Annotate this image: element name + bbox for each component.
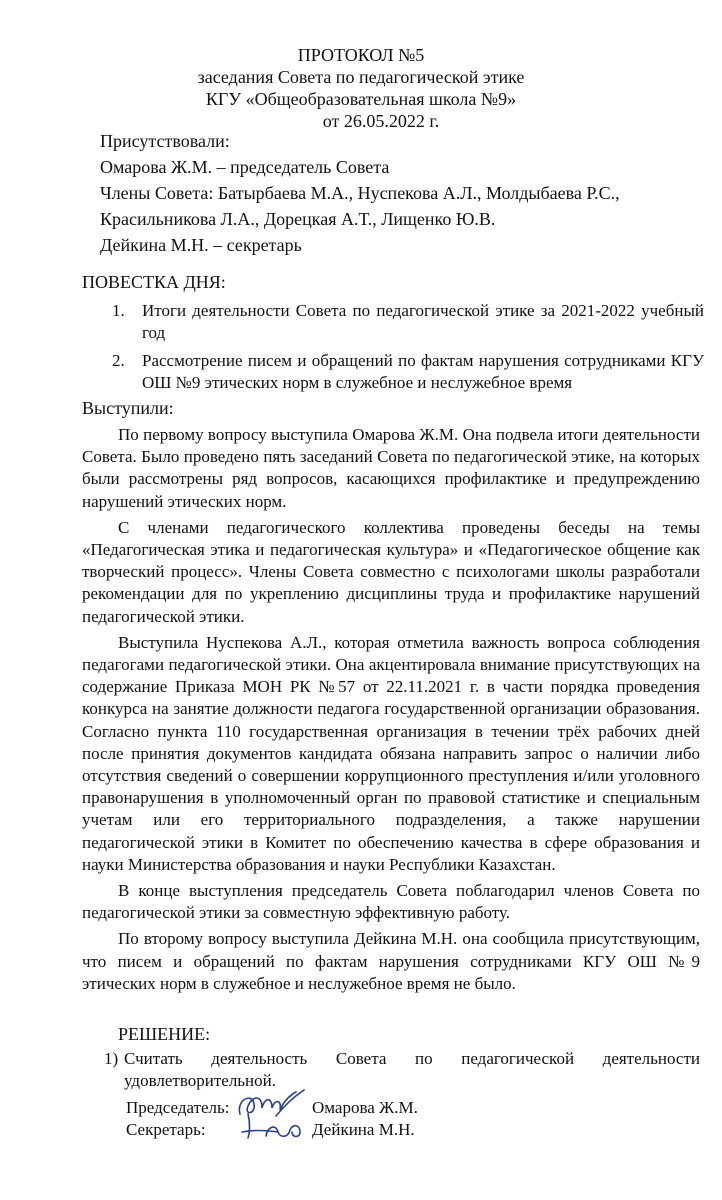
decision-title: РЕШЕНИЕ: bbox=[118, 1024, 211, 1044]
secretary-signature-icon bbox=[238, 1108, 314, 1144]
protocol-body bbox=[82, 424, 700, 999]
decision-item-number: 1) bbox=[104, 1049, 119, 1068]
school-name: КГУ «Общеобразовательная школа №9» bbox=[205, 89, 517, 109]
document-date: от 26.05.2022 г. bbox=[322, 111, 440, 131]
decision-list bbox=[104, 1048, 700, 1092]
agenda-item bbox=[112, 300, 704, 344]
document-title: ПРОТОКОЛ №5 bbox=[297, 45, 425, 65]
speakers-title: Выступили: bbox=[82, 398, 174, 418]
attendees-members-line-1: Члены Совета: Батырбаева М.А., Нуспекова А.Л., Молдыбаева Р.С., bbox=[100, 183, 620, 203]
attendees-label: Присутствовали: bbox=[100, 131, 230, 151]
attendees-section bbox=[100, 128, 700, 258]
document-subtitle: заседания Совета по педагогической этике bbox=[197, 67, 525, 87]
agenda-item-number: 1. bbox=[112, 301, 125, 320]
body-paragraph: Выступила Нуспекова А.Л., которая отметила важность вопроса соблюдения педагогами педагогической этики. Она акцентировала внимание присутствующих на содержание Приказа МОН РК №57 от 22.11.2021 г. в части порядка проведения конкурса на занятие должности педагога государственной организации образования. Согласно пункта 110 государственная организация в течении трёх рабочих дней после принятия документов кандидата обязана направить запрос о наличии либо отсутствия сведений о совершении коррупционного преступления и/или уголовного правонарушения в уполномоченный орган по правовой статистике и специальным учетам или его территориального подразделения, а также нарушении педагогической этики в Комитет по обеспечению качества в сфере образования и науки Министерства образования и науки Республики Казахстан. bbox=[82, 632, 700, 874]
agenda-item-text: Рассмотрение писем и обращений по фактам нарушения сотрудниками КГУ ОШ №9 этических норм в служебное и неслужебное время bbox=[142, 351, 704, 392]
body-paragraph: По первому вопросу выступила Омарова Ж.М. Она подвела итоги деятельности Совета. Было проведено пять заседаний Совета по педагогической этике, на которых были рассмотрены ряд вопросов, касающихся профилактике и предупреждению нарушений этических норм. bbox=[82, 425, 700, 511]
attendees-members-line-2: Красильникова Л.А., Дорецкая А.Т., Лищенко Ю.В. bbox=[100, 209, 496, 229]
body-paragraph: По второму вопросу выступила Дейкина М.Н. она сообщила присутствующим, что писем и обращений по фактам нарушения сотрудниками КГУ ОШ №9 этических норм в служебное и неслужебное время не было. bbox=[82, 929, 700, 993]
agenda-title: ПОВЕСТКА ДНЯ: bbox=[82, 272, 226, 292]
agenda-item-text: Итоги деятельности Совета по педагогической этике за 2021-2022 учебный год bbox=[142, 301, 704, 342]
chair-signature-label: Председатель: bbox=[126, 1098, 230, 1117]
agenda-item-number: 2. bbox=[112, 351, 125, 370]
document-header bbox=[0, 44, 722, 132]
body-paragraph: С членами педагогического коллектива проведены беседы на темы «Педагогическая этика и педагогическая культура» и «Педагогическое общение как творческий процесс». Члены Совета совместно с психологами школы разработали рекомендации для по укреплению дисциплины труда и профилактике нарушений педагогической этики. bbox=[82, 517, 700, 626]
chair-name: Омарова Ж.М. bbox=[312, 1098, 418, 1117]
attendees-secretary: Дейкина М.Н. – секретарь bbox=[100, 235, 302, 255]
decision-item-text: Считать деятельность Совета по педагогической деятельности удовлетворительной. bbox=[124, 1049, 700, 1090]
body-paragraph: В конце выступления председатель Совета поблагодарил членов Совета по педагогической этики за совместную эффективную работу. bbox=[82, 881, 700, 923]
secretary-signature-label: Секретарь: bbox=[126, 1120, 206, 1139]
attendees-chair: Омарова Ж.М. – председатель Совета bbox=[100, 157, 390, 177]
decision-item bbox=[104, 1048, 700, 1092]
agenda-item bbox=[112, 350, 704, 394]
agenda-list bbox=[112, 300, 704, 400]
secretary-name: Дейкина М.Н. bbox=[312, 1120, 415, 1139]
